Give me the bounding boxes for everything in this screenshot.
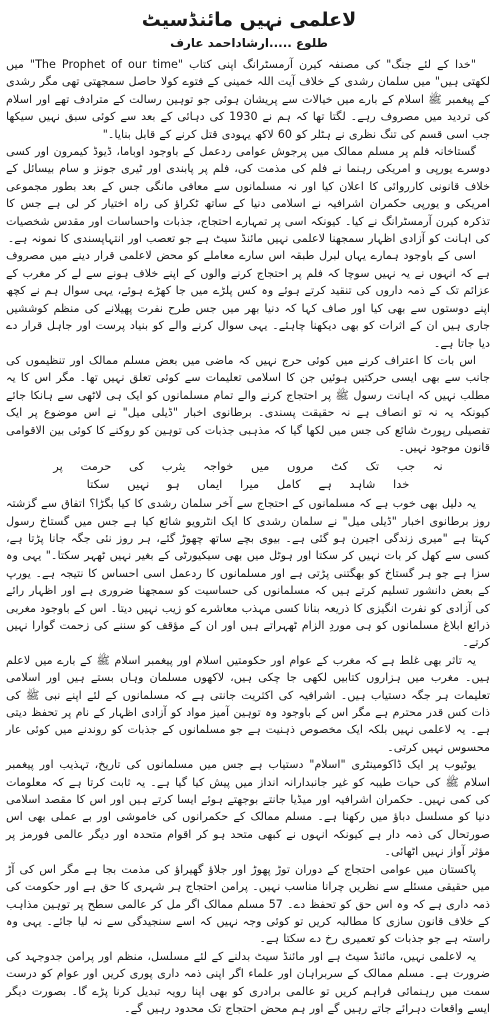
article-title: لاعلمی نہیں مائنڈسیٹ [141, 9, 357, 31]
article-paragraph: اسی کے باوجود ہمارے یہاں لبرل طبقہ اس سارے معاملے کو محض لاعلمی قرار دینے میں مصروف ہے کہ انہوں نے یہ نہیں سوچا کہ فلم پر احتجاج کرنے والوں کے اپنے خلاف ہونے سے لے کر مغرب کے عزائم تک کے ذمہ داروں کی تنقید کرتے ہوئے وہ کس پلڑے میں جا کھڑے ہوئے، یہی سوال ہم نے کچھ اپنے دوستوں سے بھی کیا اور صاف کہا کہ دنیا بھر میں جس طرح نفرت پھیلانے کی منظم کوششیں جاری ہیں ان کے اثرات کو بھی دیکھنا چاہئے۔ یہی سوال کرنے والے کو بنیاد پرست اور جاہل قرار دے دیا جاتا ہے۔ [6, 249, 490, 350]
poetry-verse [6, 458, 490, 493]
article-paragraph: اس بات کا اعتراف کرنے میں کوئی حرج نہیں کہ ماضی میں بعض مسلم ممالک اور تنظیموں کی جانب سے بھی ایسی حرکتیں ہوئیں جن کا اسلامی تعلیمات سے کوئی تعلق نہیں تھا۔ مگر اس کا یہ مطلب نہیں کہ اہانت رسول ﷺ پر احتجاج کرنے والے تمام مسلمانوں کو ایک ہی لاٹھی سے ہانکا جائے کیونکہ یہ نہ تو انصاف ہے نہ حقیقت پسندی۔ برطانوی اخبار "ڈیلی میل" نے اس موضوع پر ایک تفصیلی رپورٹ شائع کی جس میں لکھا گیا کہ مذہبی جذبات کی توہین کو روکنے کا کوئی بین الاقوامی قانون موجود نہیں۔ [6, 353, 490, 454]
verse-line: نہ جب تک کٹ مروں میں خواجہ یثرب کی حرمت پر [53, 459, 443, 474]
article-byline: طلوع .....ارشاداحمد عارف [170, 36, 328, 50]
verse-line: خدا شاہد ہے کامل میرا ایماں ہو نہیں سکتا [86, 476, 410, 491]
article-paragraph: "خدا کے لئے جنگ" کی مصنفہ کیرن آرمسٹرانگ اپنی کتاب "The Prophet of our time" میں لکھتی ہیں" میں سلمان رشدی کے خلاف آیت اللہ خمینی کے فتوے کولا حاصل سمجھتی تھی مگر رشدی کے پیغمبر ﷺ اسلام کے بارے میں خیالات سے پریشان ہوئی جو توہین رسالت کے مترادف تھے اور اسلام کی تردید میں مصروف رہے۔ لگتا تھا کہ ہم نے 1930 کی دہائی کے بعد سے کوئی سبق نہیں سیکھا جب اسی قسم کی تنگ نظری نے ہٹلر کو 60 لاکھ یہودی قتل کرنے کے قابل بنایا۔" [6, 58, 490, 141]
article-paragraph: یوٹیوب پر ایک ڈاکومینٹری "اسلام" دستیاب ہے جس میں مسلمانوں کی تاریخ، تہذیب اور پیغمبر اسلام ﷺ کی حیات طیبہ کو غیر جانبدارانہ انداز میں پیش کیا گیا ہے۔ یہ ثابت کرتا ہے کہ معلومات کی کمی نہیں۔ حکمران اشرافیہ اور میڈیا جانتے بوجھتے ہوئے ایسا کرتے ہیں اور اس کا مقصد اسلامی دنیا کو مسلسل دباؤ میں رکھنا ہے۔ مسلم ممالک کے حکمرانوں کی خاموشی اور بے عملی بھی اس صورتحال کی ذمہ دار ہے کیونکہ انہوں نے کبھی متحد ہو کر اقوام متحدہ اور دیگر عالمی فورمز پر مؤثر آواز نہیں اٹھائی۔ [6, 758, 490, 859]
article-paragraph: یہ لاعلمی نہیں، مائنڈ سیٹ ہے اور مائنڈ سیٹ بدلنے کے لئے مسلسل، منظم اور پرامن جدوجہد کی ضرورت ہے۔ مسلم ممالک کے سربراہان اور علماء اگر اپنی ذمہ داری پوری کریں اور عوام کو درست سمت میں رہنمائی فراہم کریں تو عالمی برادری کو بھی اپنا رویہ تبدیل کرنا پڑے گا۔ بصورت دیگر ایسے واقعات دہرائے جاتے رہیں گے اور ہم محض احتجاج تک محدود رہیں گے۔ [6, 949, 490, 1015]
article-body [0, 56, 498, 1017]
article-paragraph: گستاخانہ فلم پر مسلم ممالک میں پرجوش عوامی ردعمل کے باوجود اوباما، ڈیوڈ کیمرون اور کسی دوسرے یورپی و امریکی رہنما نے فلم کی مذمت کی، فلم پر پابندی اور ٹیری جونز و سام بیسائل کے خلاف قانونی کارروائی کا اعلان کیا اور نہ مسلمانوں سے معافی مانگی جس کے بعد بطور مجموعی امریکی و یورپی حکمران اشرافیہ نے اسلامی دنیا کے ساتھ ٹکراؤ کی راہ اختیار کر لی ہے جس کا تذکرہ کیرن آرمسٹرانگ نے کیا۔ کیونکہ اسی پر تمہارے احتجاج، جذبات واحساسات اور مقدس شخصیات کی اہانت کو آزادی اظہار سمجھنا لاعلمی نہیں مائنڈ سیٹ ہے جو تعصب اور انتہاپسندی کا نمونہ ہے۔ [6, 145, 490, 246]
article-paragraph: یہ تاثر بھی غلط ہے کہ مغرب کے عوام اور حکومتیں اسلام اور پیغمبر اسلام ﷺ کے بارے میں لاعلم ہیں۔ مغرب میں ہزاروں کتابیں لکھی جا چکی ہیں، لاکھوں مسلمان وہاں بستے ہیں اور اسلامی تعلیمات ہر جگہ دستیاب ہیں۔ اشرافیہ کی اکثریت جانتی ہے کہ مسلمانوں کے لئے اپنے نبی ﷺ کی ذات کس قدر محترم ہے مگر اس کے باوجود وہ توہین آمیز مواد کو آزادی اظہار کے نام پر تحفظ دیتی ہے۔ یہ لاعلمی نہیں بلکہ ایک مخصوص ذہنیت ہے جو مسلمانوں کے جذبات کو روندنے میں کوئی عار محسوس نہیں کرتی۔ [6, 653, 490, 754]
article-paragraph: یہ دلیل بھی خوب ہے کہ مسلمانوں کے احتجاج سے آخر سلمان رشدی کا کیا بگڑا؟ اتفاق سے گزشتہ روز برطانوی اخبار "ڈیلی میل" نے سلمان رشدی کا ایک انٹرویو شائع کیا ہے جس میں گستاخ رسول کہتا ہے "میری زندگی اجیرن ہو گئی ہے۔ بیوی بچے ساتھ چھوڑ گئے، ہر روز نئی جگہ جانا پڑتا ہے، کسی سے کھل کر بات نہیں کر سکتا اور ہوٹل میں بھی سیکیورٹی کے بغیر نہیں ٹھہر سکتا۔" یہی وہ سزا ہے جو ہر گستاخ کو بھگتنی پڑتی ہے اور مسلمانوں کا ردعمل اسی احساس کا نتیجہ ہے۔ یورپ کے بعض دانشور تسلیم کرتے ہیں کہ مسلمانوں کی حساسیت کو سمجھنا ضروری ہے اور اظہار رائے کی آزادی کو نفرت انگیزی کا ذریعہ بنانا کسی مہذب معاشرے کو زیب نہیں دیتا۔ اس کے باوجود مغربی ذرائع ابلاغ مسلمانوں کو ہی موردِ الزام ٹھہراتے ہیں اور ان کے مؤقف کو سننے کی زحمت گوارا نہیں کرتے۔ [6, 497, 490, 650]
article-paragraph: پاکستان میں عوامی احتجاج کے دوران توڑ پھوڑ اور جلاؤ گھیراؤ کی مذمت بجا ہے مگر اس کی آڑ میں حقیقی مسئلے سے نظریں چرانا مناسب نہیں۔ پرامن احتجاج ہر شہری کا حق ہے اور حکومت کی ذمہ داری ہے کہ وہ اس حق کو تحفظ دے۔ 57 مسلم ممالک اگر مل کر عالمی سطح پر توہین مذاہب کے خلاف قانون سازی کا مطالبہ کریں تو کوئی وجہ نہیں کہ اسے سنجیدگی سے نہ لیا جائے۔ یہی وہ راستہ ہے جو جذبات کو تعمیری رخ دے سکتا ہے۔ [6, 862, 490, 946]
